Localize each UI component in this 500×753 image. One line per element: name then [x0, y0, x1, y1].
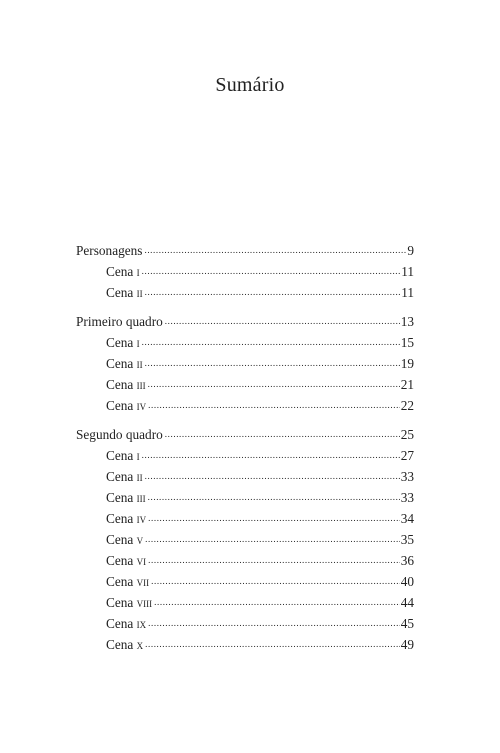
toc-entry-scene[interactable]	[76, 594, 414, 615]
dot-leader	[165, 313, 400, 326]
page-title: Sumário	[215, 74, 285, 96]
toc-page-number: 33	[400, 490, 414, 506]
toc-section-primeiro-quadro	[76, 313, 414, 418]
toc-entry-scene[interactable]	[76, 397, 414, 418]
dot-leader	[144, 242, 406, 255]
toc-entry-label: Cena vii	[106, 574, 150, 590]
dot-leader	[148, 397, 400, 410]
toc-entry-label: Cena i	[106, 264, 140, 280]
toc-page-number: 19	[400, 356, 414, 372]
toc-entry-label: Cena ix	[106, 616, 147, 632]
toc-entry-scene[interactable]	[76, 447, 414, 468]
toc-page-number: 22	[400, 398, 414, 414]
toc-entry-label: Personagens	[76, 243, 143, 259]
dot-leader	[145, 355, 400, 368]
toc-entry-label: Cena v	[106, 532, 144, 548]
toc-entry-scene[interactable]	[76, 573, 414, 594]
toc-page-number: 11	[401, 285, 414, 301]
toc-entry-scene[interactable]	[76, 468, 414, 489]
toc-page-number: 35	[400, 532, 414, 548]
dot-leader	[145, 468, 400, 481]
toc-entry-scene[interactable]	[76, 376, 414, 397]
toc-entry-label: Cena vi	[106, 553, 147, 569]
toc-entry-primeiro-quadro[interactable]	[76, 313, 414, 334]
dot-leader	[145, 531, 400, 544]
toc-entry-label: Cena iv	[106, 398, 147, 414]
dot-leader	[142, 263, 401, 276]
toc-entry-label: Cena ii	[106, 285, 143, 301]
toc-entry-label: Cena ii	[106, 469, 143, 485]
toc-entry-label: Cena iii	[106, 377, 146, 393]
dot-leader	[145, 284, 401, 297]
toc-entry-label: Cena iv	[106, 511, 147, 527]
dot-leader	[154, 594, 400, 607]
toc-entry-personagens[interactable]	[76, 242, 414, 263]
dot-leader	[142, 334, 400, 347]
dot-leader	[142, 447, 400, 460]
dot-leader	[165, 426, 400, 439]
toc-page-number: 33	[400, 469, 414, 485]
dot-leader	[148, 510, 400, 523]
toc-entry-label: Segundo quadro	[76, 427, 163, 443]
dot-leader	[145, 636, 400, 649]
toc-entry-label: Cena i	[106, 448, 140, 464]
toc-page-number: 36	[400, 553, 414, 569]
dot-leader	[151, 573, 400, 586]
toc-page-number: 44	[400, 595, 414, 611]
toc-page-number: 25	[400, 427, 414, 443]
toc-entry-scene[interactable]	[76, 263, 414, 284]
toc-section-segundo-quadro	[76, 426, 414, 657]
toc-entry-segundo-quadro[interactable]	[76, 426, 414, 447]
toc-section-personagens	[76, 242, 414, 305]
toc-page-number: 13	[400, 314, 414, 330]
dot-leader	[148, 489, 400, 502]
toc-page-number: 9	[407, 243, 414, 259]
toc-page-number: 34	[400, 511, 414, 527]
toc-entry-scene[interactable]	[76, 489, 414, 510]
toc-page-number: 40	[400, 574, 414, 590]
toc-entry-label: Cena viii	[106, 595, 153, 611]
toc-entry-label: Cena iii	[106, 490, 146, 506]
toc-page-number: 15	[400, 335, 414, 351]
toc-entry-label: Cena x	[106, 637, 144, 653]
toc-entry-label: Cena ii	[106, 356, 143, 372]
dot-leader	[148, 615, 400, 628]
toc-entry-scene[interactable]	[76, 636, 414, 657]
toc-page-number: 21	[400, 377, 414, 393]
toc-page-number: 49	[400, 637, 414, 653]
dot-leader	[148, 376, 400, 389]
dot-leader	[148, 552, 400, 565]
toc-entry-label: Cena i	[106, 335, 140, 351]
toc-entry-scene[interactable]	[76, 355, 414, 376]
toc-entry-scene[interactable]	[76, 552, 414, 573]
toc-entry-label: Primeiro quadro	[76, 314, 163, 330]
table-of-contents	[76, 242, 414, 657]
toc-page-number: 11	[401, 264, 414, 280]
toc-entry-scene[interactable]	[76, 334, 414, 355]
toc-entry-scene[interactable]	[76, 284, 414, 305]
toc-page-number: 45	[400, 616, 414, 632]
toc-entry-scene[interactable]	[76, 531, 414, 552]
toc-entry-scene[interactable]	[76, 615, 414, 636]
toc-entry-scene[interactable]	[76, 510, 414, 531]
toc-page-number: 27	[400, 448, 414, 464]
